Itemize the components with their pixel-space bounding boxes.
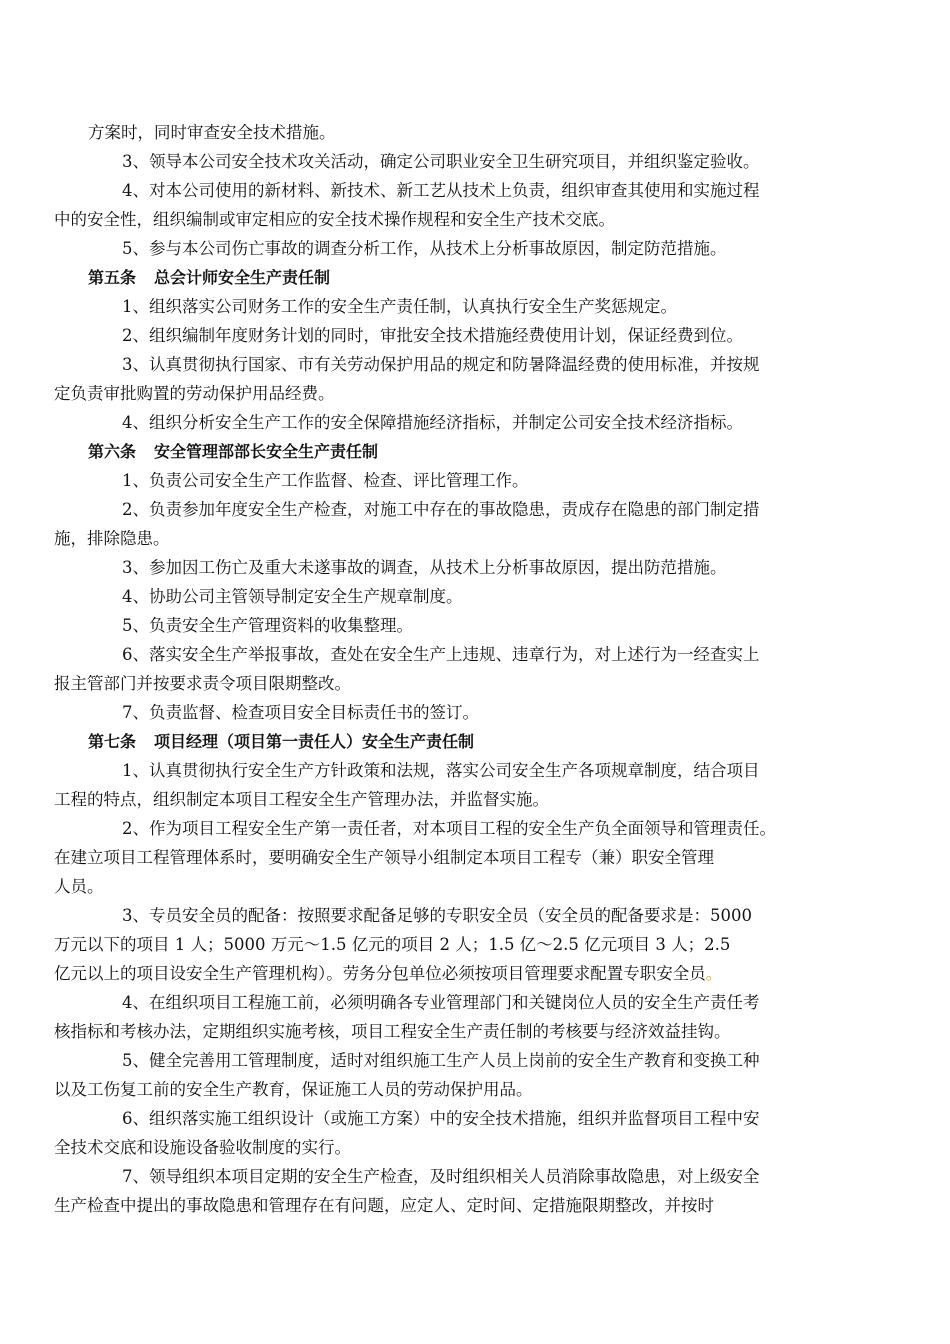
paragraph (54, 814, 864, 901)
paragraph-line: 2、组织编制年度财务计划的同时，审批安全技术措施经费使用计划，保证经费到位。 (122, 326, 743, 345)
paragraph (88, 408, 864, 437)
paragraph-line: 1、认真贯彻执行安全生产方针政策和法规，落实公司安全生产各项规章制度，结合项目 (122, 761, 760, 780)
paragraph-line: 在建立项目工程管理体系时，要明确安全生产领导小组制定本项目工程专（兼）职安全管理 (54, 848, 714, 867)
paragraph-line: 3、认真贯彻执行国家、市有关劳动保护用品的规定和防暑降温经费的使用标准，并按规 (122, 355, 760, 374)
paragraph-line: 3、参加因工伤亡及重大未遂事故的调查，从技术上分析事故原因，提出防范措施。 (122, 558, 727, 577)
paragraph (54, 350, 864, 408)
paragraph-line: 5、参与本公司伤亡事故的调查分析工作，从技术上分析事故原因，制定防范措施。 (122, 239, 727, 258)
paragraph (88, 292, 864, 321)
article-number: 第五条 (88, 268, 137, 287)
paragraph-line: 万元以下的项目 1 人；5000 万元～1.5 亿元的项目 2 人；1.5 亿～2.5 亿元项目 3 人；2.5 (54, 935, 731, 954)
article-heading (88, 263, 864, 292)
paragraph (88, 698, 864, 727)
paragraph (88, 466, 864, 495)
paragraph (54, 176, 864, 234)
paragraph-line: 1、组织落实公司财务工作的安全生产责任制，认真执行安全生产奖惩规定。 (122, 297, 677, 316)
paragraph (88, 611, 864, 640)
paragraph-line: 以及工伤复工前的安全生产教育，保证施工人员的劳动保护用品。 (54, 1080, 533, 1099)
paragraph-line: 4、组织分析安全生产工作的安全保障措施经济指标，并制定公司安全技术经济指标。 (122, 413, 743, 432)
paragraph (54, 640, 864, 698)
paragraph (88, 234, 864, 263)
paragraph-line: 4、在组织项目工程施工前，必须明确各专业管理部门和关键岗位人员的安全生产责任考 (122, 993, 760, 1012)
paragraph (88, 118, 864, 147)
article-heading (88, 727, 864, 756)
paragraph (54, 1104, 864, 1162)
paragraph-line: 工程的特点，组织制定本项目工程安全生产管理办法，并监督实施。 (54, 790, 549, 809)
article-number: 第六条 (88, 442, 137, 461)
paragraph (54, 495, 864, 553)
article-number: 第七条 (88, 732, 137, 751)
paragraph-line: 核指标和考核办法，定期组织实施考核，项目工程安全生产责任制的考核要与经济效益挂钩。 (54, 1022, 731, 1041)
paragraph-line: 5、健全完善用工管理制度，适时对组织施工生产人员上岗前的安全生产教育和变换工种 (122, 1051, 760, 1070)
paragraph (88, 147, 864, 176)
paragraph-line: 2、作为项目工程安全生产第一责任者，对本项目工程的安全生产负全面领导和管理责任。 (122, 819, 776, 838)
article-heading (88, 437, 864, 466)
paragraph-line: 亿元以上的项目设安全生产管理机构）。劳务分包单位必须按项目管理要求配置专职安全员。 (54, 964, 723, 983)
paragraph-line: 生产检查中提出的事故隐患和管理存在有问题，应定人、定时间、定措施限期整改，并按时 (54, 1196, 714, 1215)
paragraph (88, 582, 864, 611)
paragraph-line: 4、协助公司主管领导制定安全生产规章制度。 (122, 587, 463, 606)
paragraph (88, 321, 864, 350)
trailing-punctuation: 。 (705, 964, 723, 983)
paragraph-line: 5、负责安全生产管理资料的收集整理。 (122, 616, 413, 635)
paragraph-line: 施，排除隐患。 (54, 529, 170, 548)
paragraph-line: 1、负责公司安全生产工作监督、检查、评比管理工作。 (122, 471, 529, 490)
paragraph (54, 756, 864, 814)
paragraph-line: 报主管部门并按要求责令项目限期整改。 (54, 674, 351, 693)
paragraph-line: 定负责审批购置的劳动保护用品经费。 (54, 384, 335, 403)
paragraph-line: 3、领导本公司安全技术攻关活动，确定公司职业安全卫生研究项目，并组织鉴定验收。 (122, 152, 760, 171)
paragraph-line: 3、专员安全员的配备：按照要求配备足够的专职安全员（安全员的配备要求是：5000 (122, 906, 752, 925)
paragraph-line: 人员。 (54, 877, 104, 896)
document-body (54, 118, 864, 1220)
paragraph-line: 7、领导组织本项目定期的安全生产检查，及时组织相关人员消除事故隐患，对上级安全 (122, 1167, 760, 1186)
paragraph-line: 中的安全性，组织编制或审定相应的安全技术操作规程和安全生产技术交底。 (54, 210, 615, 229)
paragraph-line: 全技术交底和设施设备验收制度的实行。 (54, 1138, 351, 1157)
paragraph (54, 1046, 864, 1104)
paragraph (54, 1162, 864, 1220)
paragraph-line: 6、组织落实施工组织设计（或施工方案）中的安全技术措施，组织并监督项目工程中安 (122, 1109, 760, 1128)
paragraph-line: 方案时，同时审查安全技术措施。 (88, 123, 336, 142)
paragraph (88, 553, 864, 582)
article-title: 安全管理部部长安全生产责任制 (154, 442, 379, 461)
paragraph-line: 6、落实安全生产举报事故，查处在安全生产上违规、违章行为，对上述行为一经查实上 (122, 645, 760, 664)
paragraph-line: 4、对本公司使用的新材料、新技术、新工艺从技术上负责，组织审查其使用和实施过程 (122, 181, 760, 200)
article-title: 总会计师安全生产责任制 (154, 268, 331, 287)
paragraph (54, 988, 864, 1046)
paragraph (54, 901, 864, 988)
paragraph-line: 7、负责监督、检查项目安全目标责任书的签订。 (122, 703, 479, 722)
paragraph-line: 2、负责参加年度安全生产检查，对施工中存在的事故隐患，责成存在隐患的部门制定措 (122, 500, 760, 519)
article-title: 项目经理（项目第一责任人）安全生产责任制 (154, 732, 475, 751)
